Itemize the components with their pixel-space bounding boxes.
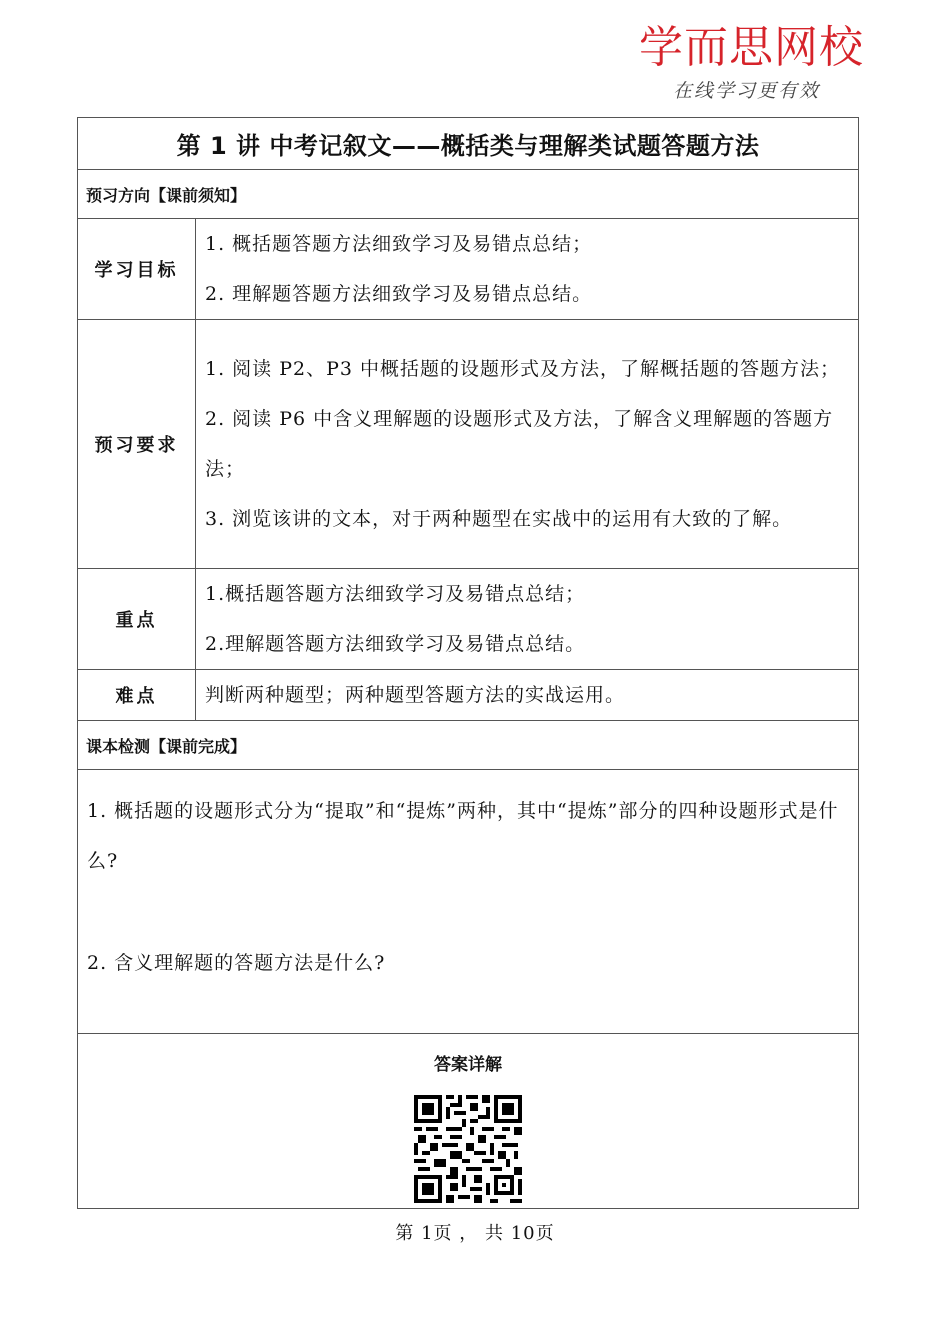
difficulties-content: 判断两种题型；两种题型答题方法的实战运用。 [196,670,859,721]
key-points-content [196,569,859,670]
requirements-label: 预习要求 [78,320,196,569]
lesson-table [77,117,859,1209]
logo-slogan: 在线学习更有效 [672,80,820,102]
answer-title: 答案详解 [434,1055,502,1075]
key-point-item: 1.概括题答题方法细致学习及易错点总结； [205,583,586,605]
qr-code-icon[interactable] [414,1095,522,1203]
answer-area [78,1034,859,1209]
page-footer: 第 1页 ， 共 10页 [395,1223,555,1244]
goals-label: 学习目标 [78,219,196,320]
requirement-item: 2. 阅读 P6 中含义理解题的设题形式及方法，了解含义理解题的答题方法； [205,408,834,480]
requirements-content [196,320,859,569]
question-item: 2. 含义理解题的答题方法是什么? [87,952,386,974]
difficulties-label: 难点 [78,670,196,721]
goal-item: 1. 概括题答题方法细致学习及易错点总结； [205,233,593,255]
lesson-title: 第 1 讲 中考记叙文——概括类与理解类试题答题方法 [78,118,859,170]
preview-section-heading: 预习方向【课前须知】 [78,170,859,219]
key-point-item: 2.理解题答题方法细致学习及易错点总结。 [205,633,586,655]
brand-logo [639,22,864,103]
key-points-label: 重点 [78,569,196,670]
check-section-heading: 课本检测【课前完成】 [78,721,859,770]
goal-item: 2. 理解题答题方法细致学习及易错点总结。 [205,283,593,305]
question-item: 1. 概括题的设题形式分为“提取”和“提炼”两种，其中“提炼”部分的四种设题形式是什么? [87,800,839,872]
goals-content [196,219,859,320]
requirement-item: 1. 阅读 P2、P3 中概括题的设题形式及方法，了解概括题的答题方法； [205,358,840,380]
logo-wordmark: 学而思网校 [639,22,864,73]
questions-area [78,770,859,1034]
requirement-item: 3. 浏览该讲的文本，对于两种题型在实战中的运用有大致的了解。 [205,508,793,530]
